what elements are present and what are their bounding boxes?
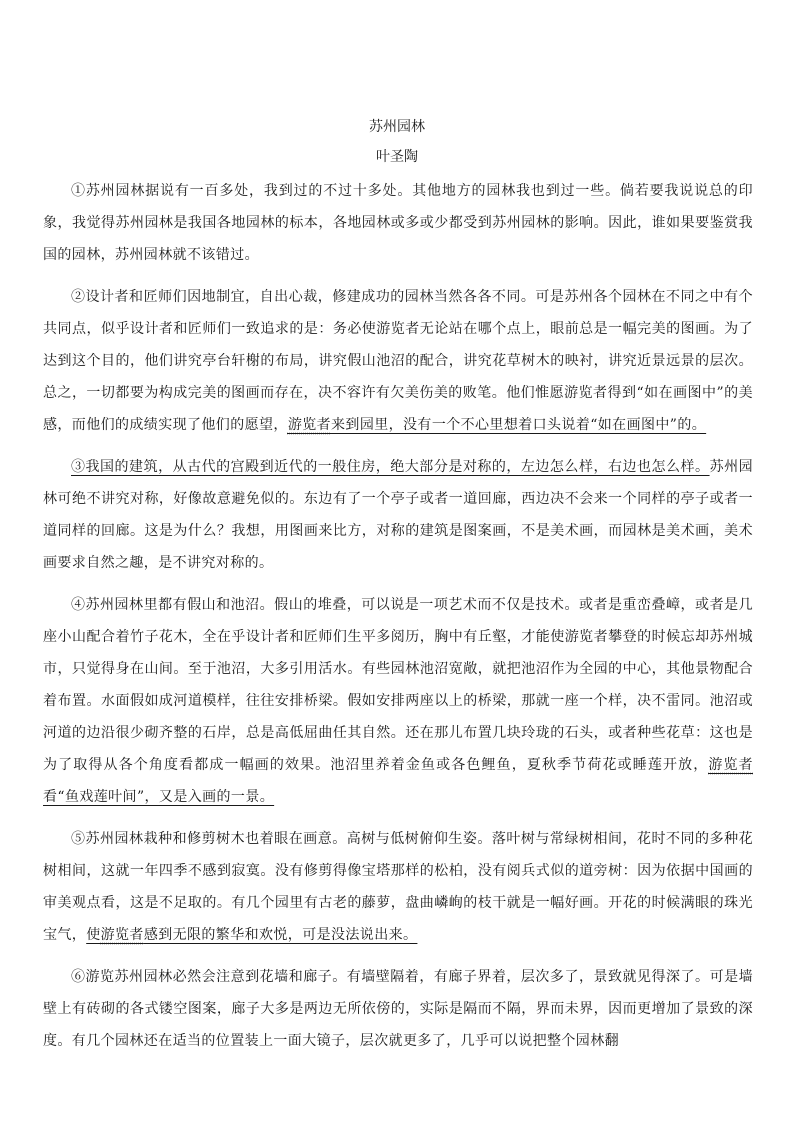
article-author: 叶圣陶 (376, 149, 418, 165)
paragraph-5-text: ⑤苏州园林栽种和修剪树木也着眼在画意。高树与低树俯仰生姿。落叶树与常绿树相间，花时不同的多种花树相间，这就一年四季不感到寂寞。没有修剪得像宝塔那样的松柏，没有阅兵式似的道旁树：因为依据中国画的审美观点看，这是不足取的。有几个园里有古老的藤萝，盘曲嶙峋的枝干就是一幅好画。开花的时候满眼的珠光宝气， (43, 831, 753, 943)
paragraph-5-underlined (86, 927, 417, 943)
paragraph-6 (43, 961, 753, 1057)
paragraph-2-text: ②设计者和匠师们因地制宜，自出心裁，修建成功的园林当然各各不同。可是苏州各个园林在不同之中有个共同点，似乎设计者和匠师们一致追求的是：务必使游览者无论站在哪个点上，眼前总是一幅完美的图画。为了达到这个目的，他们讲究亭台轩榭的布局，讲究假山池沼的配合，讲究花草树木的映衬，讲究近景远景的层次。总之，一切都要为构成完美的图画而存在，决不容许有欠美伤美的败笔。他们惟愿游览者得到“如在画图中”的美感，而他们的成绩实现了他们的愿望， (43, 289, 753, 433)
paragraph-1-text: ①苏州园林据说有一百多处，我到过的不过十多处。其他地方的园林我也到过一些。倘若要我说说总的印象，我觉得苏州园林是我国各地园林的标本，各地园林或多或少都受到苏州园林的影响。因此，谁如果要鉴赏我国的园林，苏州园林就不该错过。 (43, 183, 753, 263)
paragraph-4 (43, 589, 753, 813)
paragraph-2-dotted-term: 游览者 (287, 417, 332, 433)
paragraph-2 (43, 281, 753, 441)
paragraph-4-dotted-term: 游览者 (708, 757, 753, 773)
paragraph-3-underlined-text: ③我国的建筑，从古代的宫殿到近代的一般住房，绝大部分是对称的，左边怎么样，右边也怎么样。 (71, 459, 710, 475)
paragraph-5-underlined-lead: 使 (86, 927, 101, 943)
article-body (43, 175, 753, 1067)
paragraph-5-dotted-term: 游览者 (100, 927, 144, 943)
paragraph-3 (43, 451, 753, 579)
paragraph-2-underlined (288, 417, 706, 433)
paragraph-3-text: 苏州园林可绝不讲究对称，好像故意避免似的。东边有了一个亭子或者一道回廊，西边决不会来一个同样的亭子或者一道同样的回廊。这是为什么？我想，用图画来比方，对称的建筑是图案画，不是美术画，而园林是美术画，美术画要求自然之趣，是不讲究对称的。 (43, 459, 753, 571)
paragraph-4-underlined-text: 看“鱼戏莲叶间”，又是入画的一景。 (43, 789, 275, 805)
paragraph-5 (43, 823, 753, 951)
article-title: 苏州园林 (369, 119, 425, 135)
paragraph-6-text: ⑥游览苏州园林必然会注意到花墙和廊子。有墙壁隔着，有廊子界着，层次多了，景致就见得深了。可是墙壁上有砖砌的各式镂空图案，廊子大多是两边无所依傍的，实际是隔而不隔，界而未界，因而更增加了景致的深度。有几个园林还在适当的位置装上一面大镜子，层次就更多了，几乎可以说把整个园林翻 (43, 969, 753, 1049)
paragraph-2-underlined-text: 来到园里，没有一个不心里想着口头说着“如在画图中”的。 (331, 417, 707, 433)
paragraph-5-underlined-text: 感到无限的繁华和欢悦，可是没法说出来。 (143, 927, 418, 943)
paragraph-1 (43, 175, 753, 271)
paragraph-4-text: ④苏州园林里都有假山和池沼。假山的堆叠，可以说是一项艺术而不仅是技术。或者是重峦叠嶂，或者是几座小山配合着竹子花木，全在乎设计者和匠师们生平多阅历，胸中有丘壑，才能使游览者攀登的时候忘却苏州城市，只觉得身在山间。至于池沼，大多引用活水。有些园林池沼宽敞，就把池沼作为全园的中心，其他景物配合着布置。水面假如成河道模样，往往安排桥梁。假如安排两座以上的桥梁，那就一座一个样，决不雷同。池沼或河道的边沿很少砌齐整的石岸，总是高低屈曲任其自然。还在那儿布置几块玲珑的石头，或者种些花草：这也是为了取得从各个角度看都成一幅画的效果。池沼里养着金鱼或各色鲤鱼，夏秋季节荷花或睡莲开放， (43, 597, 753, 773)
